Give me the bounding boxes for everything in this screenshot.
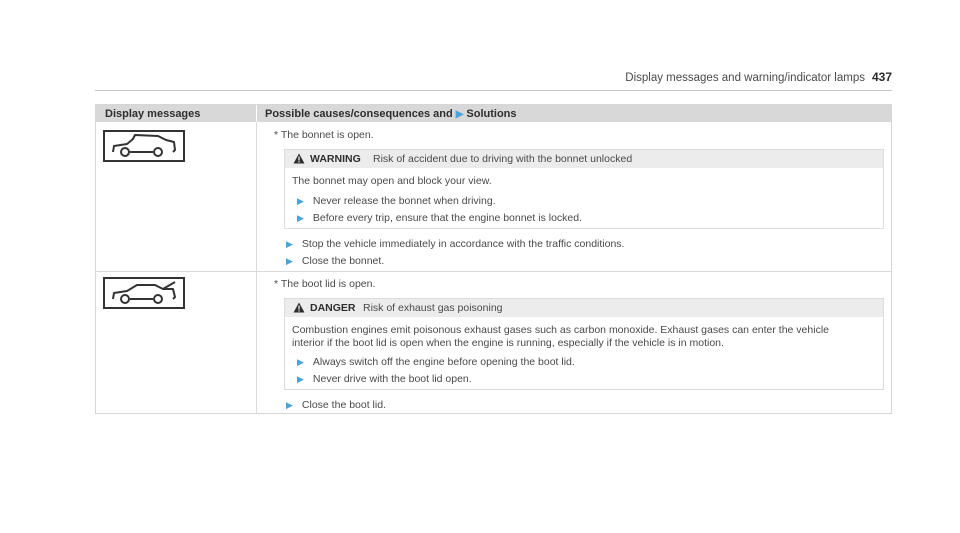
arrow-right-icon: ▶ bbox=[286, 256, 293, 266]
page-number: 437 bbox=[871, 70, 892, 84]
row-divider bbox=[96, 271, 891, 272]
warning-label: WARNING bbox=[310, 153, 361, 165]
car-bonnet-open-icon bbox=[103, 130, 185, 162]
danger-step bbox=[297, 356, 575, 368]
arrow-right-icon: ▶ bbox=[297, 213, 304, 223]
car-boot-lid-open-icon bbox=[103, 277, 185, 309]
danger-step bbox=[297, 373, 472, 385]
step-text: Close the boot lid. bbox=[301, 399, 386, 411]
solution-step bbox=[286, 399, 386, 411]
danger-bar bbox=[285, 299, 883, 317]
cause-text: * The boot lid is open. bbox=[274, 278, 376, 290]
arrow-right-icon: ▶ bbox=[297, 196, 304, 206]
danger-body-line1: Combustion engines emit poisonous exhaust gases such as carbon monoxide. Exhaust gases can enter the vehicle bbox=[292, 324, 829, 336]
warning-bar bbox=[285, 150, 883, 168]
warning-title: Risk of accident due to driving with the bonnet unlocked bbox=[373, 153, 633, 165]
display-messages-table bbox=[95, 104, 892, 414]
warning-body: The bonnet may open and block your view. bbox=[292, 175, 492, 187]
column-header-display-messages: Display messages bbox=[105, 108, 201, 120]
arrow-right-icon: ▶ bbox=[455, 109, 464, 120]
arrow-right-icon: ▶ bbox=[297, 357, 304, 367]
table-header bbox=[96, 105, 891, 122]
column-divider bbox=[256, 122, 257, 413]
step-text: Always switch off the engine before opening the boot lid. bbox=[312, 356, 575, 368]
step-text: Before every trip, ensure that the engine bonnet is locked. bbox=[312, 212, 583, 224]
column-header-solutions-label: Solutions bbox=[466, 108, 517, 120]
danger-body-line2: interior if the boot lid is open when the engine is running, especially if the vehicle is in motion. bbox=[292, 337, 724, 349]
warning-triangle-icon bbox=[293, 153, 305, 164]
header-rule bbox=[95, 90, 892, 91]
step-text: Never release the bonnet when driving. bbox=[312, 195, 496, 207]
warning-step bbox=[297, 212, 582, 224]
header-divider bbox=[256, 105, 257, 122]
warning-box bbox=[284, 149, 884, 229]
danger-label: DANGER bbox=[310, 302, 356, 314]
running-header bbox=[540, 70, 892, 84]
arrow-right-icon: ▶ bbox=[297, 374, 304, 384]
solution-step bbox=[286, 238, 624, 250]
step-text: Never drive with the boot lid open. bbox=[312, 373, 472, 385]
cause-text: * The bonnet is open. bbox=[274, 129, 374, 141]
column-header-causes-label: Possible causes/consequences and bbox=[265, 108, 453, 120]
solution-step bbox=[286, 255, 384, 267]
step-text: Stop the vehicle immediately in accordance with the traffic conditions. bbox=[301, 238, 625, 250]
danger-box bbox=[284, 298, 884, 390]
arrow-right-icon: ▶ bbox=[286, 400, 293, 410]
section-title: Display messages and warning/indicator lamps bbox=[625, 72, 865, 84]
column-header-causes-solutions bbox=[265, 108, 517, 120]
danger-title: Risk of exhaust gas poisoning bbox=[363, 302, 503, 314]
warning-triangle-icon bbox=[293, 302, 305, 313]
warning-step bbox=[297, 195, 496, 207]
step-text: Close the bonnet. bbox=[301, 255, 385, 267]
arrow-right-icon: ▶ bbox=[286, 239, 293, 249]
